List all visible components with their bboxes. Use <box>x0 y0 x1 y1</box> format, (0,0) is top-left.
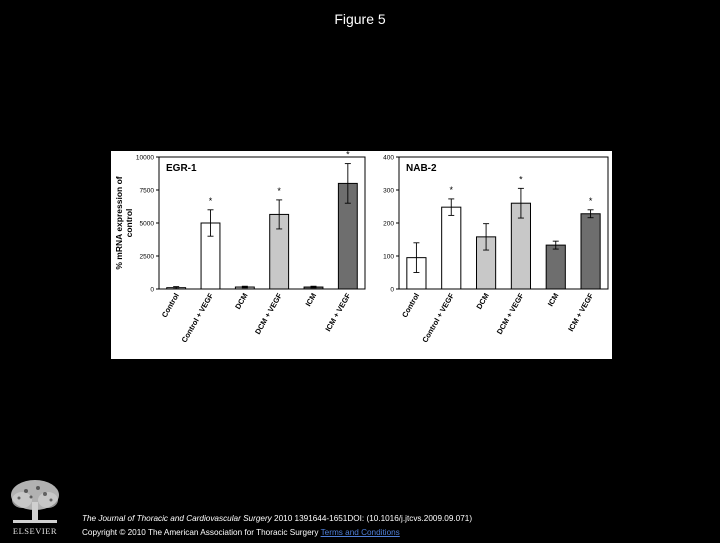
significance-star: * <box>346 151 350 160</box>
y-tick-label: 10000 <box>135 154 154 162</box>
category-label: Control + VEGF <box>420 291 456 345</box>
y-tick-label: 2500 <box>139 253 154 261</box>
category-label: Control <box>400 291 422 320</box>
y-tick-label: 0 <box>150 286 154 294</box>
significance-star: * <box>519 174 523 185</box>
category-label: DCM + VEGF <box>253 291 284 336</box>
citation <box>82 514 472 523</box>
category-label: ICM + VEGF <box>566 291 596 333</box>
category-label: ICM + VEGF <box>323 291 353 333</box>
chart-title: NAB-2 <box>406 163 437 174</box>
y-tick-label: 100 <box>383 253 394 261</box>
y-axis-label-line2: control <box>124 208 134 238</box>
journal-name: The Journal of Thoracic and Cardiovascular Surgery <box>82 514 272 523</box>
category-label: ICM <box>303 291 319 308</box>
y-tick-label: 300 <box>383 187 394 195</box>
significance-star: * <box>588 195 593 206</box>
plot-frame <box>399 157 608 289</box>
y-tick-label: 5000 <box>139 220 154 228</box>
bar <box>442 207 461 289</box>
y-tick-label: 0 <box>390 286 394 294</box>
logo-text: ELSEVIER <box>12 526 58 536</box>
y-tick-label: 7500 <box>139 187 154 195</box>
chart-title: EGR-1 <box>166 163 197 174</box>
bar <box>546 245 565 289</box>
category-label: Control + VEGF <box>179 291 216 345</box>
significance-star: * <box>208 195 213 206</box>
elsevier-logo <box>4 478 66 538</box>
category-label: DCM + VEGF <box>494 291 526 336</box>
copyright-text: Copyright © 2010 The American Association for Thoracic Surgery <box>82 528 321 537</box>
significance-star: * <box>449 184 454 195</box>
category-label: ICM <box>545 291 561 308</box>
category-label: DCM <box>474 291 491 311</box>
bar <box>581 214 600 289</box>
category-label: DCM <box>233 291 250 311</box>
citation-details: 2010 1391644-1651DOI: (10.1016/j.jtcvs.2009.09.071) <box>271 514 473 523</box>
copyright-line <box>82 528 400 537</box>
y-tick-label: 200 <box>383 220 394 228</box>
significance-star: * <box>277 185 281 196</box>
category-label: Control <box>159 291 181 320</box>
plot-frame <box>159 157 365 289</box>
figure-panel <box>111 151 612 359</box>
slide-title: Figure 5 <box>334 11 386 27</box>
bar-charts <box>111 151 612 359</box>
terms-link[interactable]: Terms and Conditions <box>320 528 400 537</box>
tree-logo-icon <box>4 478 66 538</box>
y-tick-label: 400 <box>383 154 394 162</box>
y-axis-label: % mRNA expression of <box>114 176 124 270</box>
